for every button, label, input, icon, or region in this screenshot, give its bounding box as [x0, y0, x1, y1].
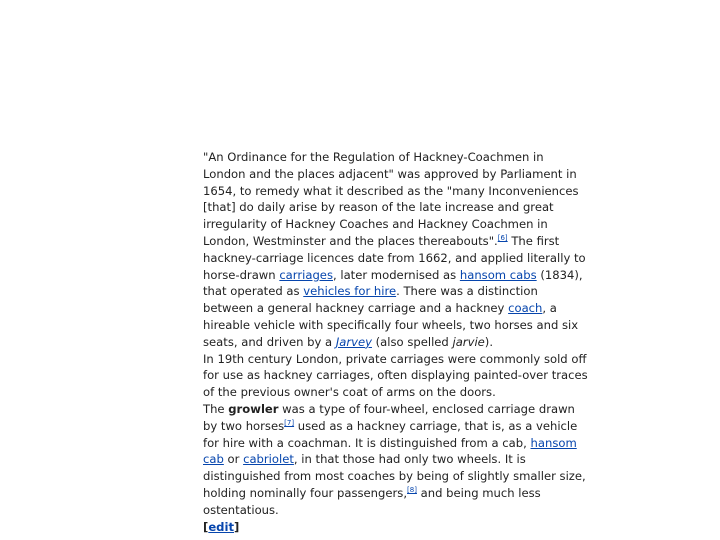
- citation-6[interactable]: [498, 234, 508, 242]
- edit-section: [203, 519, 588, 536]
- text: , in that those had only two wheels. It is distinguished from most coaches by being of slightly smaller size, holding nominally four passengers,: [203, 452, 586, 500]
- text: (1834), that operated as: [203, 267, 583, 299]
- paragraph-ordinance: [203, 149, 588, 351]
- text: used as a hackney carriage, that is, as a vehicle for hire with a coachman. It is distinguished from a cab,: [203, 418, 578, 450]
- link-coach[interactable]: coach: [508, 301, 543, 316]
- citation-link[interactable]: [6]: [497, 234, 508, 243]
- edit-link[interactable]: edit: [208, 519, 234, 534]
- citation-8[interactable]: [407, 486, 417, 494]
- jarvie-term: jarvie: [452, 334, 485, 349]
- link-hansom-cab[interactable]: hansom cab: [203, 435, 577, 467]
- text: (also spelled: [371, 334, 453, 349]
- text: , a hireable vehicle with specifically four wheels, two horses and six seats, and driven by a: [203, 301, 579, 349]
- text: The: [203, 401, 229, 416]
- link-carriages[interactable]: carriages: [279, 267, 333, 282]
- citation-7[interactable]: [284, 419, 294, 427]
- text: was a type of four-wheel, enclosed carriage drawn by two horses: [203, 401, 575, 433]
- citation-link[interactable]: [7]: [284, 418, 295, 427]
- link-cabriolet[interactable]: cabriolet: [243, 452, 294, 467]
- citation-link[interactable]: [8]: [407, 486, 417, 495]
- growler-term: growler: [228, 401, 279, 416]
- article-body: [203, 149, 588, 535]
- text: , later modernised as: [332, 267, 460, 282]
- text: The first hackney-carriage licences date from 1662, and applied literally to horse-drawn: [203, 233, 586, 282]
- text: ).: [484, 334, 494, 349]
- edit-bracket-close: ]: [234, 519, 240, 534]
- link-hansom-cabs[interactable]: hansom cabs: [459, 267, 537, 282]
- paragraph-growler: [203, 401, 588, 519]
- text: . There was a distinction between a general hackney carriage and a hackney: [203, 284, 538, 316]
- edit-bracket-open: [: [203, 519, 209, 534]
- link-vehicles-for-hire[interactable]: vehicles for hire: [303, 284, 397, 299]
- text: "An Ordinance for the Regulation of Hackney-Coachmen in London and the places adjacent" was approved by Parliament in 1654, to remedy what it described as the "many Inconveniences [that] do daily arise by reason of the late increase and great irregularity of Hackney Coaches and Hackney Coachmen in London, Westminster and the places thereabouts".: [203, 150, 579, 248]
- link-jarvey[interactable]: Jarvey: [335, 334, 372, 349]
- text: and being much less ostentatious.: [203, 485, 541, 517]
- paragraph-private-carriages: In 19th century London, private carriages were commonly sold off for use as hackney carriages, often displaying painted-over traces of the previous owner's coat of arms on the doors.: [203, 351, 588, 400]
- text: or: [223, 452, 244, 467]
